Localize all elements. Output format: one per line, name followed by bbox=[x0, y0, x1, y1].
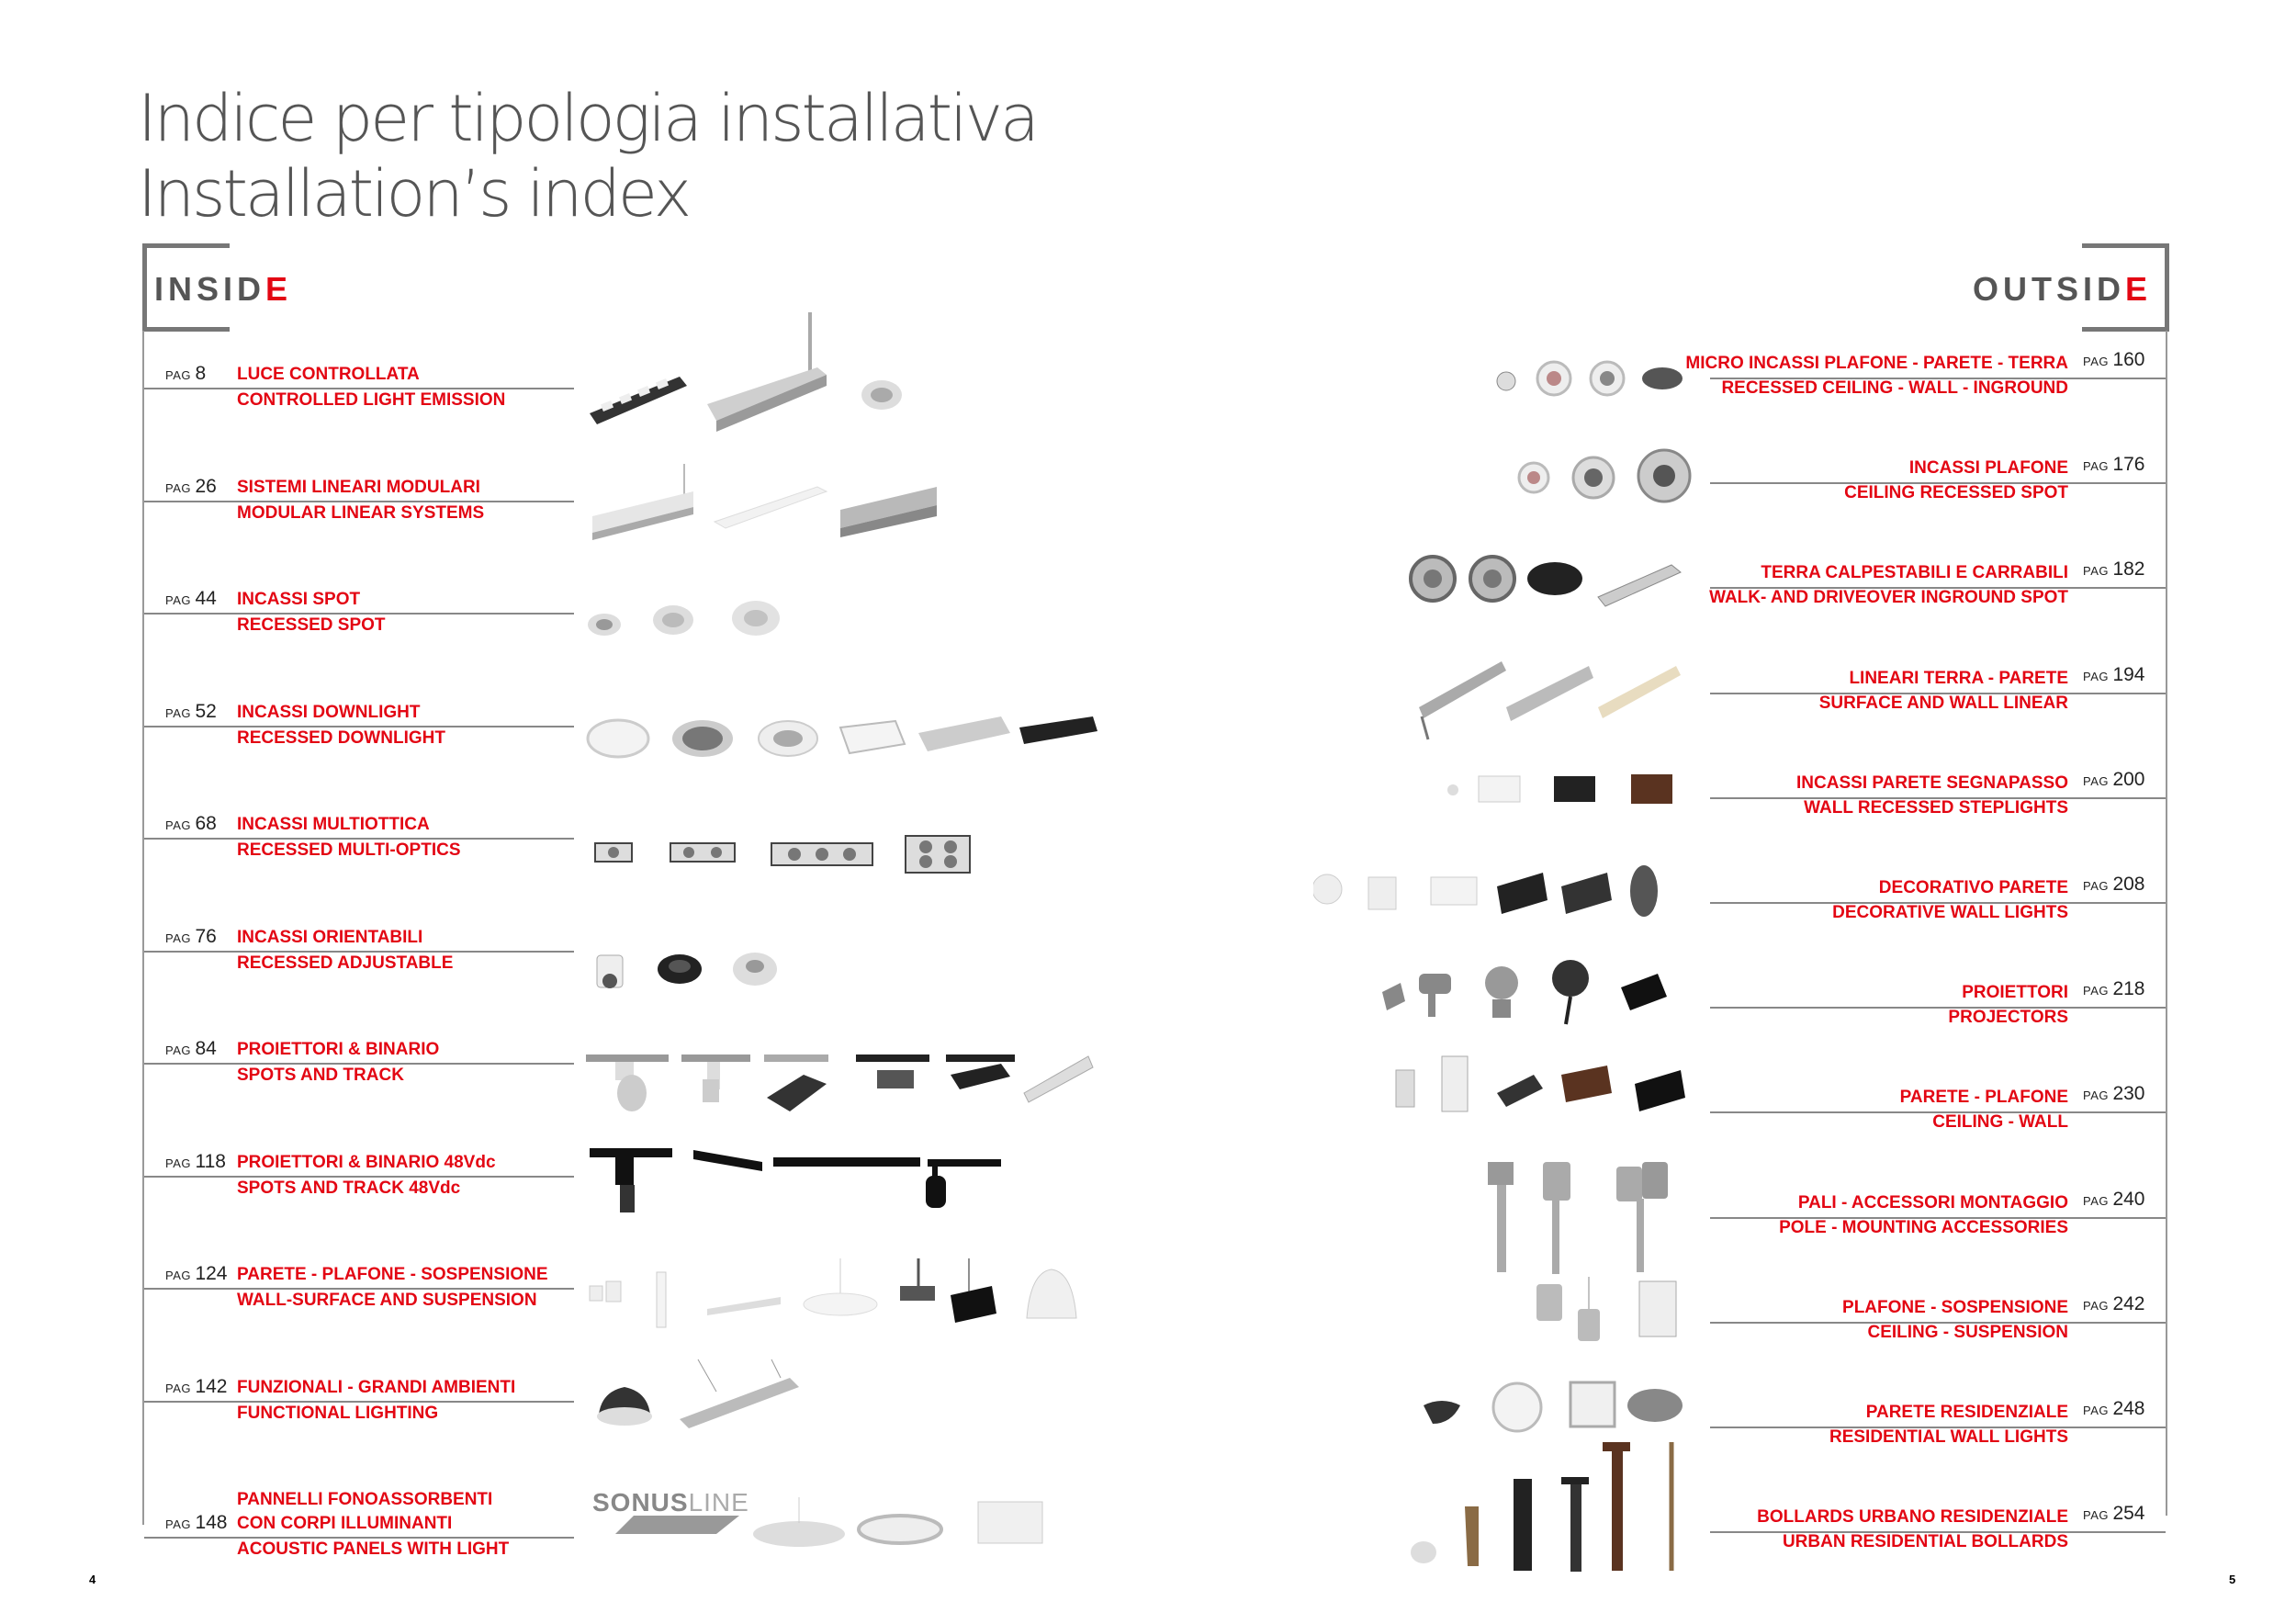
page-ref: PAG 240 bbox=[2083, 1188, 2145, 1210]
category-it: INCASSI SPOT bbox=[237, 590, 361, 609]
page-ref: PAG 182 bbox=[2083, 558, 2145, 581]
category-it: PARETE RESIDENZIALE bbox=[1865, 1403, 2068, 1422]
product-ceiling-wall-icon bbox=[1396, 1056, 1685, 1111]
category-it: PANNELLI FONOASSORBENTI bbox=[237, 1490, 493, 1509]
category-it: PROIETTORI bbox=[1962, 983, 2068, 1003]
category-it: SISTEMI LINEARI MODULARI bbox=[237, 477, 480, 497]
category-it: PLAFONE - SOSPENSIONE bbox=[1842, 1297, 2068, 1317]
category-en: SURFACE AND WALL LINEAR bbox=[1818, 693, 2068, 713]
inside-logo: INSIDE bbox=[154, 270, 293, 308]
title-it: Indice per tipologia installativa bbox=[138, 81, 1037, 156]
category-en: CONTROLLED LIGHT EMISSION bbox=[237, 390, 506, 410]
page-number-right: 5 bbox=[2229, 1573, 2236, 1586]
category-en: CEILING - SUSPENSION bbox=[1867, 1322, 2068, 1342]
category-en: CEILING RECESSED SPOT bbox=[1844, 483, 2068, 503]
page-ref: PAG 200 bbox=[2083, 768, 2145, 790]
category-it: FUNZIONALI - GRANDI AMBIENTI bbox=[237, 1377, 516, 1397]
page-ref: PAG 118 bbox=[165, 1150, 226, 1172]
category-en: RECESSED CEILING - WALL - INGROUND bbox=[1721, 378, 2068, 398]
category-it: INCASSI PARETE SEGNAPASSO bbox=[1796, 773, 2068, 793]
product-ceiling-suspension-icon bbox=[1536, 1277, 1676, 1341]
page-ref: PAG 124 bbox=[165, 1263, 228, 1284]
category-en: SPOTS AND TRACK 48Vdc bbox=[237, 1178, 461, 1198]
category-it: INCASSI PLAFONE bbox=[1908, 458, 2068, 479]
product-48vdc-track-icon bbox=[590, 1148, 1001, 1212]
category-en: WALL-SURFACE AND SUSPENSION bbox=[237, 1291, 537, 1310]
category-en: SPOTS AND TRACK bbox=[237, 1066, 404, 1085]
category-en: FUNCTIONAL LIGHTING bbox=[237, 1403, 439, 1423]
page-ref: PAG 176 bbox=[2083, 454, 2145, 476]
category-it: PARETE - PLAFONE bbox=[1899, 1088, 2068, 1108]
page-ref: PAG 44 bbox=[165, 588, 217, 609]
product-projector-icon bbox=[1382, 960, 1667, 1024]
product-track-spots-icon bbox=[586, 1054, 1093, 1111]
title-en: Installation’s index bbox=[138, 156, 690, 231]
category-it: INCASSI DOWNLIGHT bbox=[237, 702, 421, 722]
category-it: MICRO INCASSI PLAFONE - PARETE - TERRA bbox=[1685, 354, 2068, 373]
category-it: INCASSI MULTIOTTICA bbox=[237, 815, 430, 834]
inside-product-images bbox=[579, 312, 1277, 1571]
category-it: PARETE - PLAFONE - SOSPENSIONE bbox=[237, 1265, 548, 1284]
page-ref: PAG 76 bbox=[165, 925, 217, 947]
outside-rule bbox=[2166, 331, 2167, 1516]
category-en: WALK- AND DRIVEOVER INGROUND SPOT bbox=[1709, 588, 2068, 608]
product-inground-icon bbox=[1411, 557, 1681, 606]
page-ref: PAG 230 bbox=[2083, 1083, 2145, 1105]
category-en: RECESSED ADJUSTABLE bbox=[237, 953, 454, 973]
page-ref: PAG 68 bbox=[165, 813, 217, 834]
page-ref: PAG 142 bbox=[165, 1375, 228, 1397]
row-divider bbox=[1710, 1007, 2166, 1009]
category-en: DECORATIVE WALL LIGHTS bbox=[1832, 903, 2068, 922]
page-ref: PAG 242 bbox=[2083, 1292, 2145, 1314]
outside-product-images bbox=[1313, 312, 1708, 1598]
category-it: PROIETTORI & BINARIO 48Vdc bbox=[237, 1152, 496, 1172]
category-it: TERRA CALPESTABILI E CARRABILI bbox=[1761, 563, 2068, 583]
product-grid-light-icon bbox=[590, 377, 687, 424]
category-it: PALI - ACCESSORI MONTAGGIO bbox=[1797, 1192, 2068, 1212]
product-wall-suspension-icon bbox=[590, 1258, 1076, 1327]
page-ref: PAG 218 bbox=[2083, 978, 2145, 1000]
page-ref: PAG 8 bbox=[165, 363, 207, 384]
product-downlight-icon bbox=[588, 716, 1097, 757]
category-en: RESIDENTIAL WALL LIGHTS bbox=[1829, 1427, 2068, 1447]
product-linear-modular-icon bbox=[592, 464, 937, 540]
page-ref: PAG 26 bbox=[165, 475, 217, 497]
category-en: RECESSED MULTI-OPTICS bbox=[237, 840, 461, 860]
category-en: URBAN RESIDENTIAL BOLLARDS bbox=[1782, 1532, 2068, 1552]
page-ref: PAG 84 bbox=[165, 1038, 217, 1059]
product-multi-optics-icon bbox=[595, 836, 970, 873]
product-linear-suspension-icon bbox=[707, 312, 827, 432]
category-it: PROIETTORI & BINARIO bbox=[237, 1040, 440, 1059]
category-en: CEILING - WALL bbox=[1932, 1112, 2068, 1133]
page-ref: PAG 254 bbox=[2083, 1503, 2145, 1525]
inside-rule bbox=[142, 331, 144, 1525]
category-en: WALL RECESSED STEPLIGHTS bbox=[1804, 797, 2068, 818]
category-en: RECESSED SPOT bbox=[237, 615, 386, 635]
page-ref: PAG 148 bbox=[165, 1512, 228, 1533]
product-micro-recessed-icon bbox=[1497, 362, 1683, 395]
product-adjustable-icon bbox=[597, 953, 777, 988]
page-number-left: 4 bbox=[89, 1573, 96, 1586]
product-round-recessed-icon bbox=[861, 380, 902, 410]
category-en: RECESSED DOWNLIGHT bbox=[237, 727, 445, 748]
category-it: BOLLARDS URBANO RESIDENZIALE bbox=[1757, 1507, 2068, 1528]
product-recessed-spot-icon bbox=[588, 601, 780, 636]
product-residential-wall-icon bbox=[1424, 1382, 1683, 1431]
product-pole-icon bbox=[1488, 1162, 1668, 1274]
category-it: LINEARI TERRA - PARETE bbox=[1849, 668, 2068, 688]
product-bollard-icon bbox=[1411, 1442, 1671, 1572]
product-linear-inground-icon bbox=[1419, 661, 1681, 739]
product-decorative-wall-icon bbox=[1313, 865, 1658, 917]
outside-logo: OUTSIDE bbox=[1973, 270, 2153, 308]
product-ceiling-recessed-icon bbox=[1519, 450, 1690, 502]
product-functional-lighting-icon bbox=[597, 1359, 799, 1428]
category-en: MODULAR LINEAR SYSTEMS bbox=[237, 502, 485, 523]
category-it: LUCE CONTROLLATA bbox=[237, 365, 420, 384]
category-it: INCASSI ORIENTABILI bbox=[237, 927, 423, 947]
sonusline-logo: SONUSLINE bbox=[592, 1488, 749, 1517]
page-ref: PAG 160 bbox=[2083, 349, 2145, 370]
page-ref: PAG 208 bbox=[2083, 874, 2145, 895]
category-en: PROJECTORS bbox=[1948, 1008, 2068, 1028]
page-ref: PAG 248 bbox=[2083, 1398, 2145, 1419]
category-en: ACOUSTIC PANELS WITH LIGHT bbox=[237, 1539, 510, 1559]
category-en: POLE - MOUNTING ACCESSORIES bbox=[1779, 1217, 2068, 1237]
product-steplight-icon bbox=[1447, 774, 1672, 804]
page-ref: PAG 194 bbox=[2083, 663, 2145, 685]
category-it-line2: CON CORPI ILLUMINANTI bbox=[237, 1514, 453, 1533]
category-it: DECORATIVO PARETE bbox=[1878, 878, 2068, 897]
page-ref: PAG 52 bbox=[165, 700, 217, 722]
